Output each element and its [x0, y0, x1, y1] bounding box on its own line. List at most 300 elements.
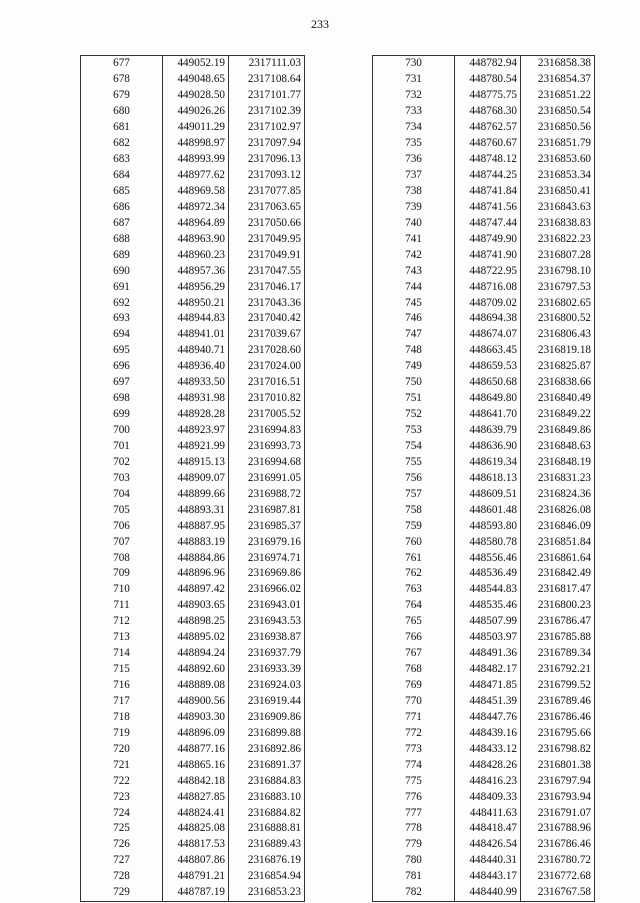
point-number-cell: 762	[373, 566, 455, 582]
x-coordinate-cell: 448440.99	[455, 885, 521, 901]
y-coordinate-cell: 2317043.36	[229, 295, 305, 311]
point-number-cell: 746	[373, 311, 455, 327]
y-coordinate-cell: 2316861.64	[521, 550, 595, 566]
point-number-cell: 759	[373, 518, 455, 534]
x-coordinate-cell: 448650.68	[455, 375, 521, 391]
x-coordinate-cell: 448889.08	[163, 678, 229, 694]
y-coordinate-cell: 2316979.16	[229, 534, 305, 550]
x-coordinate-cell: 448491.36	[455, 646, 521, 662]
table-row	[81, 885, 305, 901]
x-coordinate-cell: 448741.56	[455, 199, 521, 215]
point-number-cell: 738	[373, 184, 455, 200]
x-coordinate-cell: 448749.90	[455, 231, 521, 247]
table-row	[373, 311, 595, 327]
x-coordinate-cell: 448416.23	[455, 773, 521, 789]
point-number-cell: 756	[373, 470, 455, 486]
y-coordinate-cell: 2317046.17	[229, 279, 305, 295]
y-coordinate-cell: 2316842.49	[521, 566, 595, 582]
x-coordinate-cell: 448950.21	[163, 295, 229, 311]
point-number-cell: 700	[81, 423, 163, 439]
y-coordinate-cell: 2316801.38	[521, 757, 595, 773]
point-number-cell: 731	[373, 72, 455, 88]
table-row	[81, 598, 305, 614]
y-coordinate-cell: 2317040.42	[229, 311, 305, 327]
y-coordinate-cell: 2316850.54	[521, 104, 595, 120]
table-row	[81, 56, 305, 72]
point-number-cell: 757	[373, 486, 455, 502]
y-coordinate-cell: 2316974.71	[229, 550, 305, 566]
table-row	[81, 327, 305, 343]
page-number: 233	[311, 17, 329, 31]
table-row	[81, 821, 305, 837]
table-row	[81, 359, 305, 375]
table-row	[373, 152, 595, 168]
table-row	[373, 56, 595, 72]
x-coordinate-cell: 448411.63	[455, 805, 521, 821]
y-coordinate-cell: 2317063.65	[229, 199, 305, 215]
y-coordinate-cell: 2316798.10	[521, 263, 595, 279]
x-coordinate-cell: 448601.48	[455, 502, 521, 518]
x-coordinate-cell: 448433.12	[455, 741, 521, 757]
point-number-cell: 764	[373, 598, 455, 614]
table-row	[81, 343, 305, 359]
table-row	[373, 869, 595, 885]
point-number-cell: 749	[373, 359, 455, 375]
y-coordinate-cell: 2316858.38	[521, 56, 595, 72]
x-coordinate-cell: 448748.12	[455, 152, 521, 168]
x-coordinate-cell: 448426.54	[455, 837, 521, 853]
y-coordinate-cell: 2316924.03	[229, 678, 305, 694]
table-row	[373, 199, 595, 215]
point-number-cell: 678	[81, 72, 163, 88]
y-coordinate-cell: 2316851.84	[521, 534, 595, 550]
y-coordinate-cell: 2316853.34	[521, 168, 595, 184]
point-number-cell: 779	[373, 837, 455, 853]
point-number-cell: 772	[373, 725, 455, 741]
table-row	[81, 709, 305, 725]
table-row	[373, 550, 595, 566]
point-number-cell: 713	[81, 630, 163, 646]
table-row	[373, 885, 595, 901]
table-row	[81, 120, 305, 136]
y-coordinate-cell: 2316853.23	[229, 885, 305, 901]
y-coordinate-cell: 2316843.63	[521, 199, 595, 215]
x-coordinate-cell: 448957.36	[163, 263, 229, 279]
x-coordinate-cell: 448741.84	[455, 184, 521, 200]
y-coordinate-cell: 2317102.97	[229, 120, 305, 136]
x-coordinate-cell: 448609.51	[455, 486, 521, 502]
table-row	[81, 391, 305, 407]
y-coordinate-cell: 2316838.66	[521, 375, 595, 391]
point-number-cell: 778	[373, 821, 455, 837]
x-coordinate-cell: 448709.02	[455, 295, 521, 311]
point-number-cell: 777	[373, 805, 455, 821]
table-body-right	[373, 56, 595, 902]
table-row	[81, 853, 305, 869]
x-coordinate-cell: 448915.13	[163, 454, 229, 470]
x-coordinate-cell: 449048.65	[163, 72, 229, 88]
point-number-cell: 737	[373, 168, 455, 184]
y-coordinate-cell: 2317101.77	[229, 88, 305, 104]
y-coordinate-cell: 2316807.28	[521, 247, 595, 263]
y-coordinate-cell: 2316994.68	[229, 454, 305, 470]
point-number-cell: 743	[373, 263, 455, 279]
point-number-cell: 724	[81, 805, 163, 821]
y-coordinate-cell: 2316884.83	[229, 773, 305, 789]
y-coordinate-cell: 2316943.01	[229, 598, 305, 614]
table-row	[373, 614, 595, 630]
x-coordinate-cell: 448921.99	[163, 439, 229, 455]
table-row	[81, 773, 305, 789]
y-coordinate-cell: 2317049.95	[229, 231, 305, 247]
x-coordinate-cell: 448896.09	[163, 725, 229, 741]
table-row	[81, 741, 305, 757]
point-number-cell: 735	[373, 136, 455, 152]
x-coordinate-cell: 448760.67	[455, 136, 521, 152]
point-number-cell: 763	[373, 582, 455, 598]
table-row	[373, 566, 595, 582]
point-number-cell: 729	[81, 885, 163, 901]
y-coordinate-cell: 2316800.52	[521, 311, 595, 327]
point-number-cell: 693	[81, 311, 163, 327]
point-number-cell: 750	[373, 375, 455, 391]
table-row	[373, 709, 595, 725]
point-number-cell: 748	[373, 343, 455, 359]
x-coordinate-cell: 448824.41	[163, 805, 229, 821]
point-number-cell: 711	[81, 598, 163, 614]
table-row	[81, 646, 305, 662]
x-coordinate-cell: 449052.19	[163, 56, 229, 72]
table-row	[81, 72, 305, 88]
point-number-cell: 727	[81, 853, 163, 869]
point-number-cell: 695	[81, 343, 163, 359]
y-coordinate-cell: 2316850.56	[521, 120, 595, 136]
x-coordinate-cell: 449026.26	[163, 104, 229, 120]
point-number-cell: 705	[81, 502, 163, 518]
y-coordinate-cell: 2317102.39	[229, 104, 305, 120]
x-coordinate-cell: 448544.83	[455, 582, 521, 598]
x-coordinate-cell: 448451.39	[455, 694, 521, 710]
x-coordinate-cell: 448782.94	[455, 56, 521, 72]
point-number-cell: 716	[81, 678, 163, 694]
y-coordinate-cell: 2317028.60	[229, 343, 305, 359]
table-row	[373, 534, 595, 550]
x-coordinate-cell: 448972.34	[163, 199, 229, 215]
table-row	[373, 439, 595, 455]
y-coordinate-cell: 2316797.94	[521, 773, 595, 789]
y-coordinate-cell: 2316840.49	[521, 391, 595, 407]
x-coordinate-cell: 448892.60	[163, 662, 229, 678]
x-coordinate-cell: 448447.76	[455, 709, 521, 725]
table-row	[373, 470, 595, 486]
coordinates-table-left	[80, 55, 305, 902]
x-coordinate-cell: 448899.66	[163, 486, 229, 502]
point-number-cell: 745	[373, 295, 455, 311]
y-coordinate-cell: 2316899.88	[229, 725, 305, 741]
table-row	[373, 725, 595, 741]
point-number-cell: 694	[81, 327, 163, 343]
y-coordinate-cell: 2316789.34	[521, 646, 595, 662]
x-coordinate-cell: 448827.85	[163, 789, 229, 805]
table-row	[81, 152, 305, 168]
table-row	[373, 120, 595, 136]
table-row	[373, 582, 595, 598]
table-row	[373, 295, 595, 311]
table-row	[81, 184, 305, 200]
y-coordinate-cell: 2317005.52	[229, 407, 305, 423]
x-coordinate-cell: 448536.49	[455, 566, 521, 582]
y-coordinate-cell: 2316846.09	[521, 518, 595, 534]
x-coordinate-cell: 448762.57	[455, 120, 521, 136]
x-coordinate-cell: 448593.80	[455, 518, 521, 534]
table-row	[373, 279, 595, 295]
table-row	[81, 247, 305, 263]
y-coordinate-cell: 2316785.88	[521, 630, 595, 646]
point-number-cell: 707	[81, 534, 163, 550]
table-row	[81, 694, 305, 710]
y-coordinate-cell: 2316772.68	[521, 869, 595, 885]
y-coordinate-cell: 2317097.94	[229, 136, 305, 152]
point-number-cell: 677	[81, 56, 163, 72]
y-coordinate-cell: 2317093.12	[229, 168, 305, 184]
y-coordinate-cell: 2316791.07	[521, 805, 595, 821]
x-coordinate-cell: 448903.30	[163, 709, 229, 725]
y-coordinate-cell: 2316848.63	[521, 439, 595, 455]
x-coordinate-cell: 448649.80	[455, 391, 521, 407]
table-row	[373, 215, 595, 231]
y-coordinate-cell: 2316888.81	[229, 821, 305, 837]
x-coordinate-cell: 448780.54	[455, 72, 521, 88]
table-row	[373, 247, 595, 263]
table-row	[81, 311, 305, 327]
table-row	[81, 566, 305, 582]
point-number-cell: 780	[373, 853, 455, 869]
x-coordinate-cell: 448933.50	[163, 375, 229, 391]
table-row	[373, 630, 595, 646]
point-number-cell: 766	[373, 630, 455, 646]
table-row	[81, 678, 305, 694]
x-coordinate-cell: 448619.34	[455, 454, 521, 470]
x-coordinate-cell: 448503.97	[455, 630, 521, 646]
x-coordinate-cell: 448964.89	[163, 215, 229, 231]
y-coordinate-cell: 2316802.65	[521, 295, 595, 311]
y-coordinate-cell: 2316822.23	[521, 231, 595, 247]
x-coordinate-cell: 448900.56	[163, 694, 229, 710]
y-coordinate-cell: 2316909.86	[229, 709, 305, 725]
point-number-cell: 775	[373, 773, 455, 789]
x-coordinate-cell: 448439.16	[455, 725, 521, 741]
y-coordinate-cell: 2316938.87	[229, 630, 305, 646]
x-coordinate-cell: 448787.19	[163, 885, 229, 901]
y-coordinate-cell: 2317111.03	[229, 56, 305, 72]
point-number-cell: 703	[81, 470, 163, 486]
y-coordinate-cell: 2316937.79	[229, 646, 305, 662]
point-number-cell: 687	[81, 215, 163, 231]
x-coordinate-cell: 448825.08	[163, 821, 229, 837]
point-number-cell: 692	[81, 295, 163, 311]
table-row	[81, 837, 305, 853]
point-number-cell: 685	[81, 184, 163, 200]
point-number-cell: 689	[81, 247, 163, 263]
point-number-cell: 710	[81, 582, 163, 598]
x-coordinate-cell: 448694.38	[455, 311, 521, 327]
y-coordinate-cell: 2317016.51	[229, 375, 305, 391]
x-coordinate-cell: 448865.16	[163, 757, 229, 773]
y-coordinate-cell: 2316800.23	[521, 598, 595, 614]
y-coordinate-cell: 2316838.83	[521, 215, 595, 231]
x-coordinate-cell: 448887.95	[163, 518, 229, 534]
x-coordinate-cell: 448956.29	[163, 279, 229, 295]
table-row	[81, 454, 305, 470]
point-number-cell: 747	[373, 327, 455, 343]
x-coordinate-cell: 448807.86	[163, 853, 229, 869]
x-coordinate-cell: 448931.98	[163, 391, 229, 407]
table-row	[81, 88, 305, 104]
point-number-cell: 680	[81, 104, 163, 120]
x-coordinate-cell: 448960.23	[163, 247, 229, 263]
table-row	[81, 582, 305, 598]
table-row	[373, 343, 595, 359]
point-number-cell: 752	[373, 407, 455, 423]
point-number-cell: 740	[373, 215, 455, 231]
table-row	[373, 263, 595, 279]
x-coordinate-cell: 448977.62	[163, 168, 229, 184]
y-coordinate-cell: 2316824.36	[521, 486, 595, 502]
point-number-cell: 770	[373, 694, 455, 710]
point-number-cell: 761	[373, 550, 455, 566]
table-row	[373, 486, 595, 502]
x-coordinate-cell: 448482.17	[455, 662, 521, 678]
point-number-cell: 708	[81, 550, 163, 566]
y-coordinate-cell: 2316966.02	[229, 582, 305, 598]
y-coordinate-cell: 2316987.81	[229, 502, 305, 518]
point-number-cell: 714	[81, 646, 163, 662]
y-coordinate-cell: 2316831.23	[521, 470, 595, 486]
point-number-cell: 686	[81, 199, 163, 215]
point-number-cell: 704	[81, 486, 163, 502]
y-coordinate-cell: 2316789.46	[521, 694, 595, 710]
x-coordinate-cell: 448791.21	[163, 869, 229, 885]
table-row	[373, 853, 595, 869]
y-coordinate-cell: 2316797.53	[521, 279, 595, 295]
x-coordinate-cell: 448641.70	[455, 407, 521, 423]
x-coordinate-cell: 448716.08	[455, 279, 521, 295]
point-number-cell: 701	[81, 439, 163, 455]
y-coordinate-cell: 2316919.44	[229, 694, 305, 710]
point-number-cell: 782	[373, 885, 455, 901]
point-number-cell: 733	[373, 104, 455, 120]
x-coordinate-cell: 448895.02	[163, 630, 229, 646]
point-number-cell: 730	[373, 56, 455, 72]
x-coordinate-cell: 448741.90	[455, 247, 521, 263]
y-coordinate-cell: 2316891.37	[229, 757, 305, 773]
table-row	[81, 231, 305, 247]
point-number-cell: 720	[81, 741, 163, 757]
x-coordinate-cell: 448944.83	[163, 311, 229, 327]
point-number-cell: 768	[373, 662, 455, 678]
table-row	[373, 773, 595, 789]
y-coordinate-cell: 2316985.37	[229, 518, 305, 534]
x-coordinate-cell: 448639.79	[455, 423, 521, 439]
x-coordinate-cell: 448409.33	[455, 789, 521, 805]
table-row	[373, 502, 595, 518]
y-coordinate-cell: 2316819.18	[521, 343, 595, 359]
x-coordinate-cell: 448636.90	[455, 439, 521, 455]
x-coordinate-cell: 448884.86	[163, 550, 229, 566]
table-row	[373, 821, 595, 837]
x-coordinate-cell: 448659.53	[455, 359, 521, 375]
x-coordinate-cell: 448909.07	[163, 470, 229, 486]
point-number-cell: 699	[81, 407, 163, 423]
x-coordinate-cell: 448936.40	[163, 359, 229, 375]
x-coordinate-cell: 448443.17	[455, 869, 521, 885]
x-coordinate-cell: 449028.50	[163, 88, 229, 104]
y-coordinate-cell: 2316767.58	[521, 885, 595, 901]
y-coordinate-cell: 2316793.94	[521, 789, 595, 805]
point-number-cell: 760	[373, 534, 455, 550]
x-coordinate-cell: 448963.90	[163, 231, 229, 247]
table-row	[373, 327, 595, 343]
x-coordinate-cell: 448775.75	[455, 88, 521, 104]
y-coordinate-cell: 2316850.41	[521, 184, 595, 200]
y-coordinate-cell: 2316943.53	[229, 614, 305, 630]
y-coordinate-cell: 2316848.19	[521, 454, 595, 470]
point-number-cell: 682	[81, 136, 163, 152]
x-coordinate-cell: 448556.46	[455, 550, 521, 566]
table-row	[81, 168, 305, 184]
coordinates-table-right	[372, 55, 595, 902]
table-row	[81, 295, 305, 311]
table-row	[81, 136, 305, 152]
point-number-cell: 732	[373, 88, 455, 104]
table-row	[81, 534, 305, 550]
table-row	[81, 614, 305, 630]
y-coordinate-cell: 2316892.86	[229, 741, 305, 757]
x-coordinate-cell: 448817.53	[163, 837, 229, 853]
y-coordinate-cell: 2316849.86	[521, 423, 595, 439]
y-coordinate-cell: 2316826.08	[521, 502, 595, 518]
point-number-cell: 771	[373, 709, 455, 725]
table-row	[81, 869, 305, 885]
y-coordinate-cell: 2316851.22	[521, 88, 595, 104]
table-row	[373, 231, 595, 247]
y-coordinate-cell: 2316786.46	[521, 837, 595, 853]
x-coordinate-cell: 448428.26	[455, 757, 521, 773]
table-row	[373, 375, 595, 391]
y-coordinate-cell: 2316988.72	[229, 486, 305, 502]
table-row	[81, 439, 305, 455]
point-number-cell: 736	[373, 152, 455, 168]
x-coordinate-cell: 448883.19	[163, 534, 229, 550]
table-row	[373, 184, 595, 200]
y-coordinate-cell: 2316889.43	[229, 837, 305, 853]
x-coordinate-cell: 448928.28	[163, 407, 229, 423]
table-row	[81, 407, 305, 423]
y-coordinate-cell: 2316806.43	[521, 327, 595, 343]
y-coordinate-cell: 2316849.22	[521, 407, 595, 423]
point-number-cell: 776	[373, 789, 455, 805]
table-row	[81, 263, 305, 279]
table-row	[81, 470, 305, 486]
point-number-cell: 715	[81, 662, 163, 678]
point-number-cell: 725	[81, 821, 163, 837]
y-coordinate-cell: 2316780.72	[521, 853, 595, 869]
table-row	[81, 104, 305, 120]
y-coordinate-cell: 2317039.67	[229, 327, 305, 343]
table-row	[373, 88, 595, 104]
point-number-cell: 679	[81, 88, 163, 104]
table-row	[81, 725, 305, 741]
